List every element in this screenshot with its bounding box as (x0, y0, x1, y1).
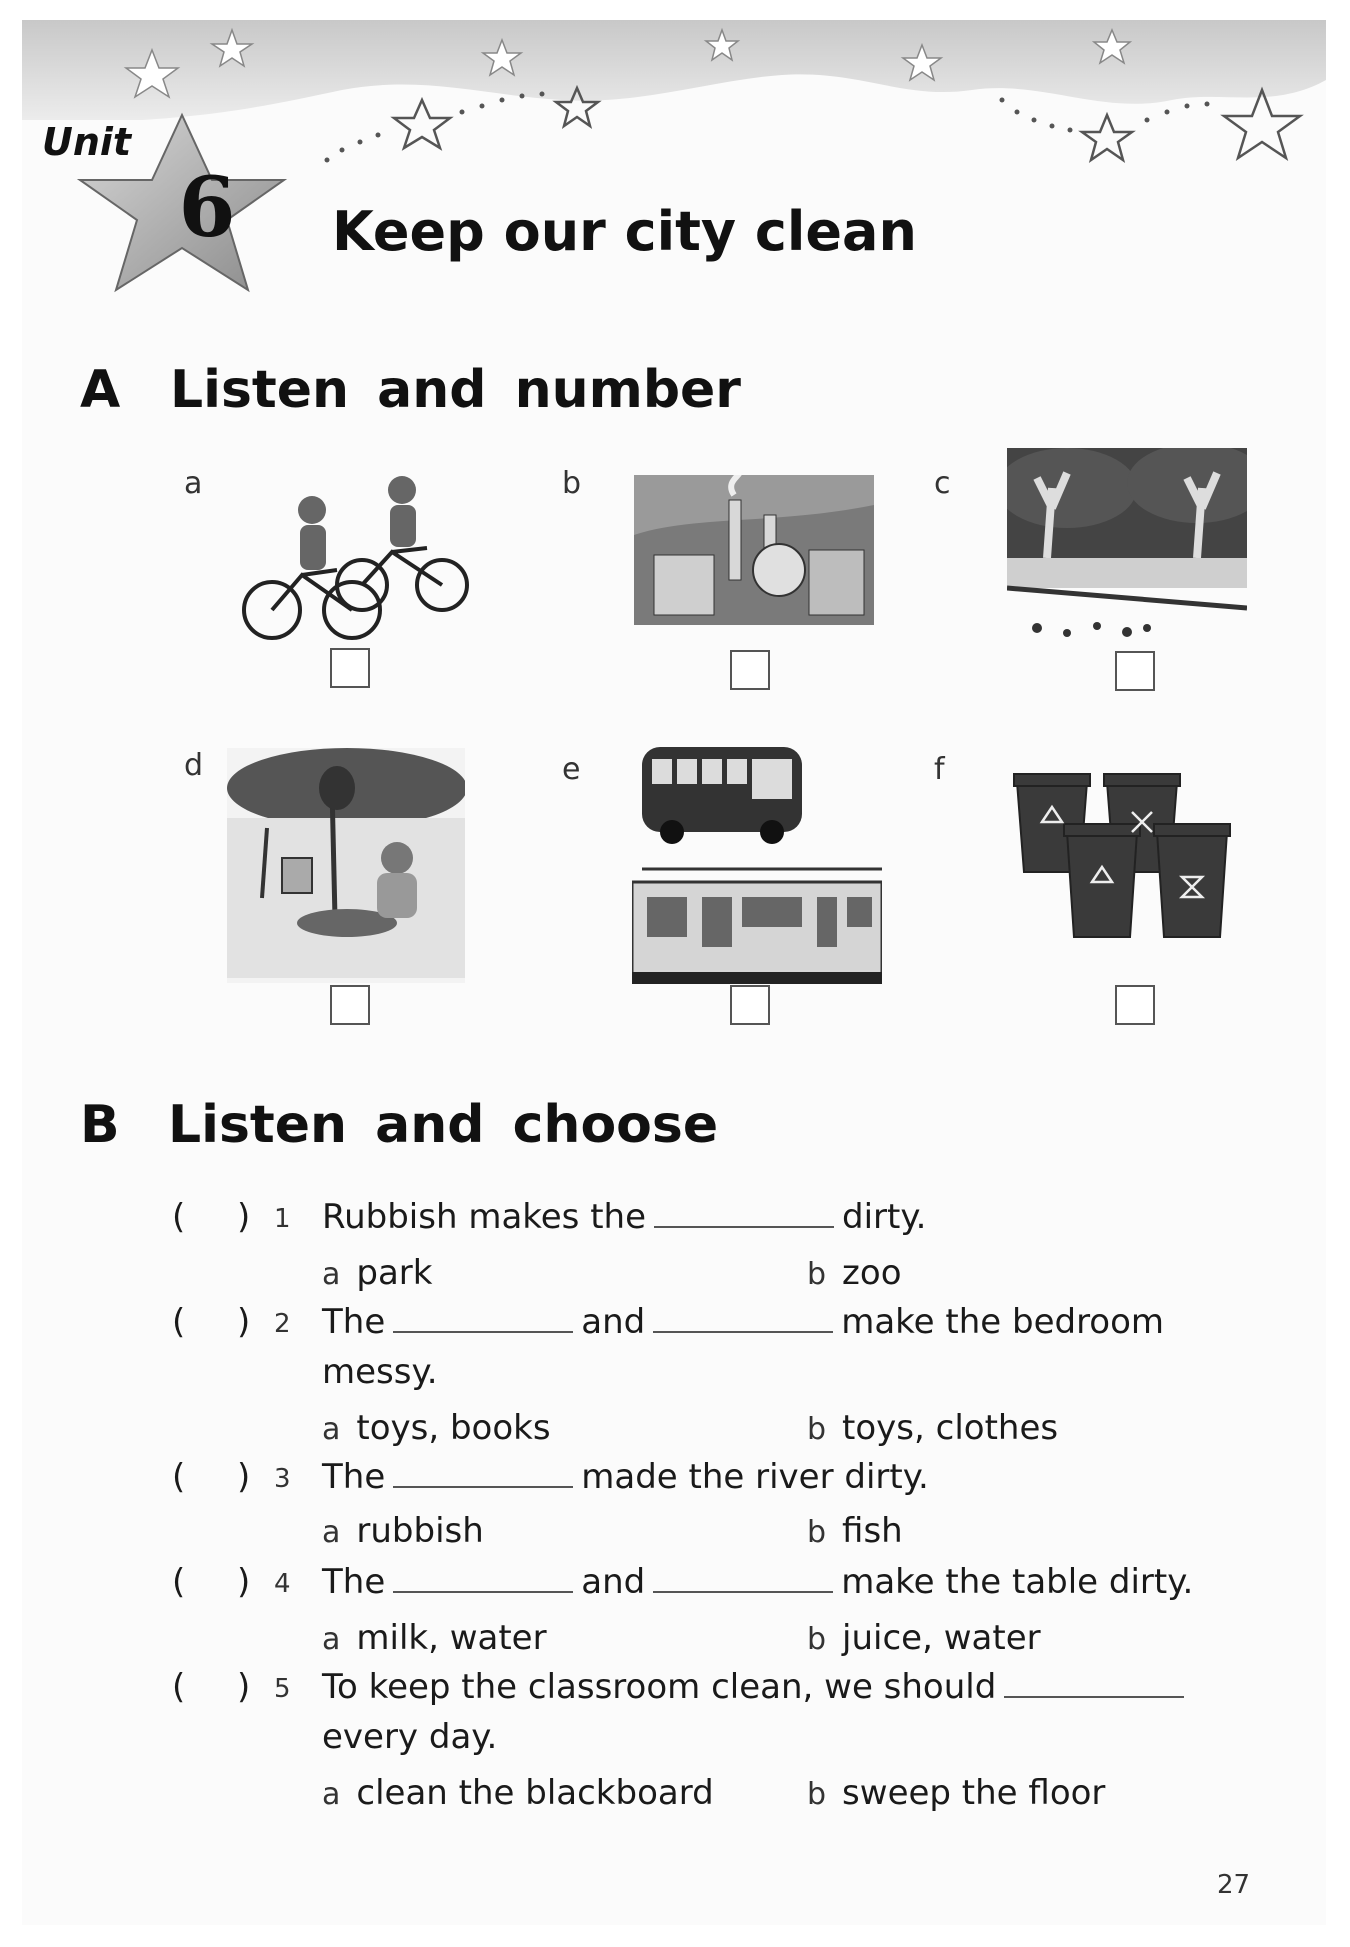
bicycles-icon (232, 470, 482, 650)
number-box-e[interactable] (730, 985, 770, 1025)
option-a[interactable]: a rubbish (322, 1511, 484, 1551)
answer-blank[interactable] (393, 1563, 573, 1593)
question-number: 4 (274, 1569, 291, 1599)
picture-letter-d: d (184, 748, 204, 783)
number-box-f[interactable] (1115, 985, 1155, 1025)
tree-planting-icon (227, 748, 465, 983)
answer-blank[interactable] (653, 1303, 833, 1333)
rubbish-bins-icon (1012, 772, 1232, 952)
question-text: Rubbish makes the dirty. (322, 1197, 927, 1237)
answer-blank[interactable] (393, 1303, 573, 1333)
answer-paren-close: ) (237, 1197, 251, 1237)
question-number: 3 (274, 1464, 291, 1494)
unit-label: Unit (42, 120, 132, 164)
option-b[interactable]: b zoo (807, 1253, 902, 1293)
picture-letter-e: e (562, 752, 581, 787)
picture-letter-b: b (562, 466, 582, 501)
number-box-a[interactable] (330, 648, 370, 688)
answer-paren-open: ( (172, 1302, 186, 1342)
answer-paren-close: ) (237, 1562, 251, 1602)
answer-blank[interactable] (653, 1563, 833, 1593)
option-a[interactable]: a park (322, 1253, 433, 1293)
unit-number: 6 (178, 160, 236, 256)
answer-blank[interactable] (1004, 1668, 1184, 1698)
answer-paren-open: ( (172, 1562, 186, 1602)
number-box-b[interactable] (730, 650, 770, 690)
option-b[interactable]: b fish (807, 1511, 903, 1551)
picture-letter-a: a (184, 466, 203, 501)
answer-blank[interactable] (393, 1458, 573, 1488)
option-b[interactable]: b toys, clothes (807, 1408, 1059, 1448)
page-number: 27 (1217, 1870, 1251, 1900)
unit-title: Keep our city clean (332, 200, 917, 263)
option-b[interactable]: b juice, water (807, 1618, 1041, 1658)
option-a[interactable]: a toys, books (322, 1408, 551, 1448)
question-number: 1 (274, 1204, 291, 1234)
question-continuation: messy. (322, 1352, 438, 1392)
question-number: 5 (274, 1674, 291, 1704)
question-text: The and make the table dirty. (322, 1562, 1194, 1602)
question-number: 2 (274, 1309, 291, 1339)
question-text: To keep the classroom clean, we should (322, 1667, 1192, 1707)
answer-paren-close: ) (237, 1302, 251, 1342)
workbook-page (22, 20, 1326, 1925)
answer-paren-open: ( (172, 1667, 186, 1707)
answer-blank[interactable] (654, 1198, 834, 1228)
section-a-title: Listen and number (170, 360, 741, 420)
answer-paren-open: ( (172, 1457, 186, 1497)
question-continuation: every day. (322, 1717, 498, 1757)
section-a-heading (80, 360, 741, 420)
section-b-letter: B (80, 1095, 120, 1155)
answer-paren-close: ) (237, 1667, 251, 1707)
section-b-title: Listen and choose (168, 1095, 719, 1155)
option-a[interactable]: a clean the blackboard (322, 1773, 714, 1813)
bus-and-train-icon (632, 747, 882, 992)
answer-paren-close: ) (237, 1457, 251, 1497)
number-box-d[interactable] (330, 985, 370, 1025)
question-text: The made the river dirty. (322, 1457, 929, 1497)
option-b[interactable]: b sweep the floor (807, 1773, 1106, 1813)
section-a-letter: A (80, 360, 121, 420)
question-text: The and make the bedroom (322, 1302, 1165, 1342)
answer-paren-open: ( (172, 1197, 186, 1237)
factory-icon (634, 475, 874, 625)
option-a[interactable]: a milk, water (322, 1618, 547, 1658)
number-box-c[interactable] (1115, 651, 1155, 691)
picture-letter-c: c (934, 466, 951, 501)
section-b-heading (80, 1095, 718, 1155)
street-litter-icon (1007, 448, 1247, 648)
picture-letter-f: f (934, 752, 945, 787)
